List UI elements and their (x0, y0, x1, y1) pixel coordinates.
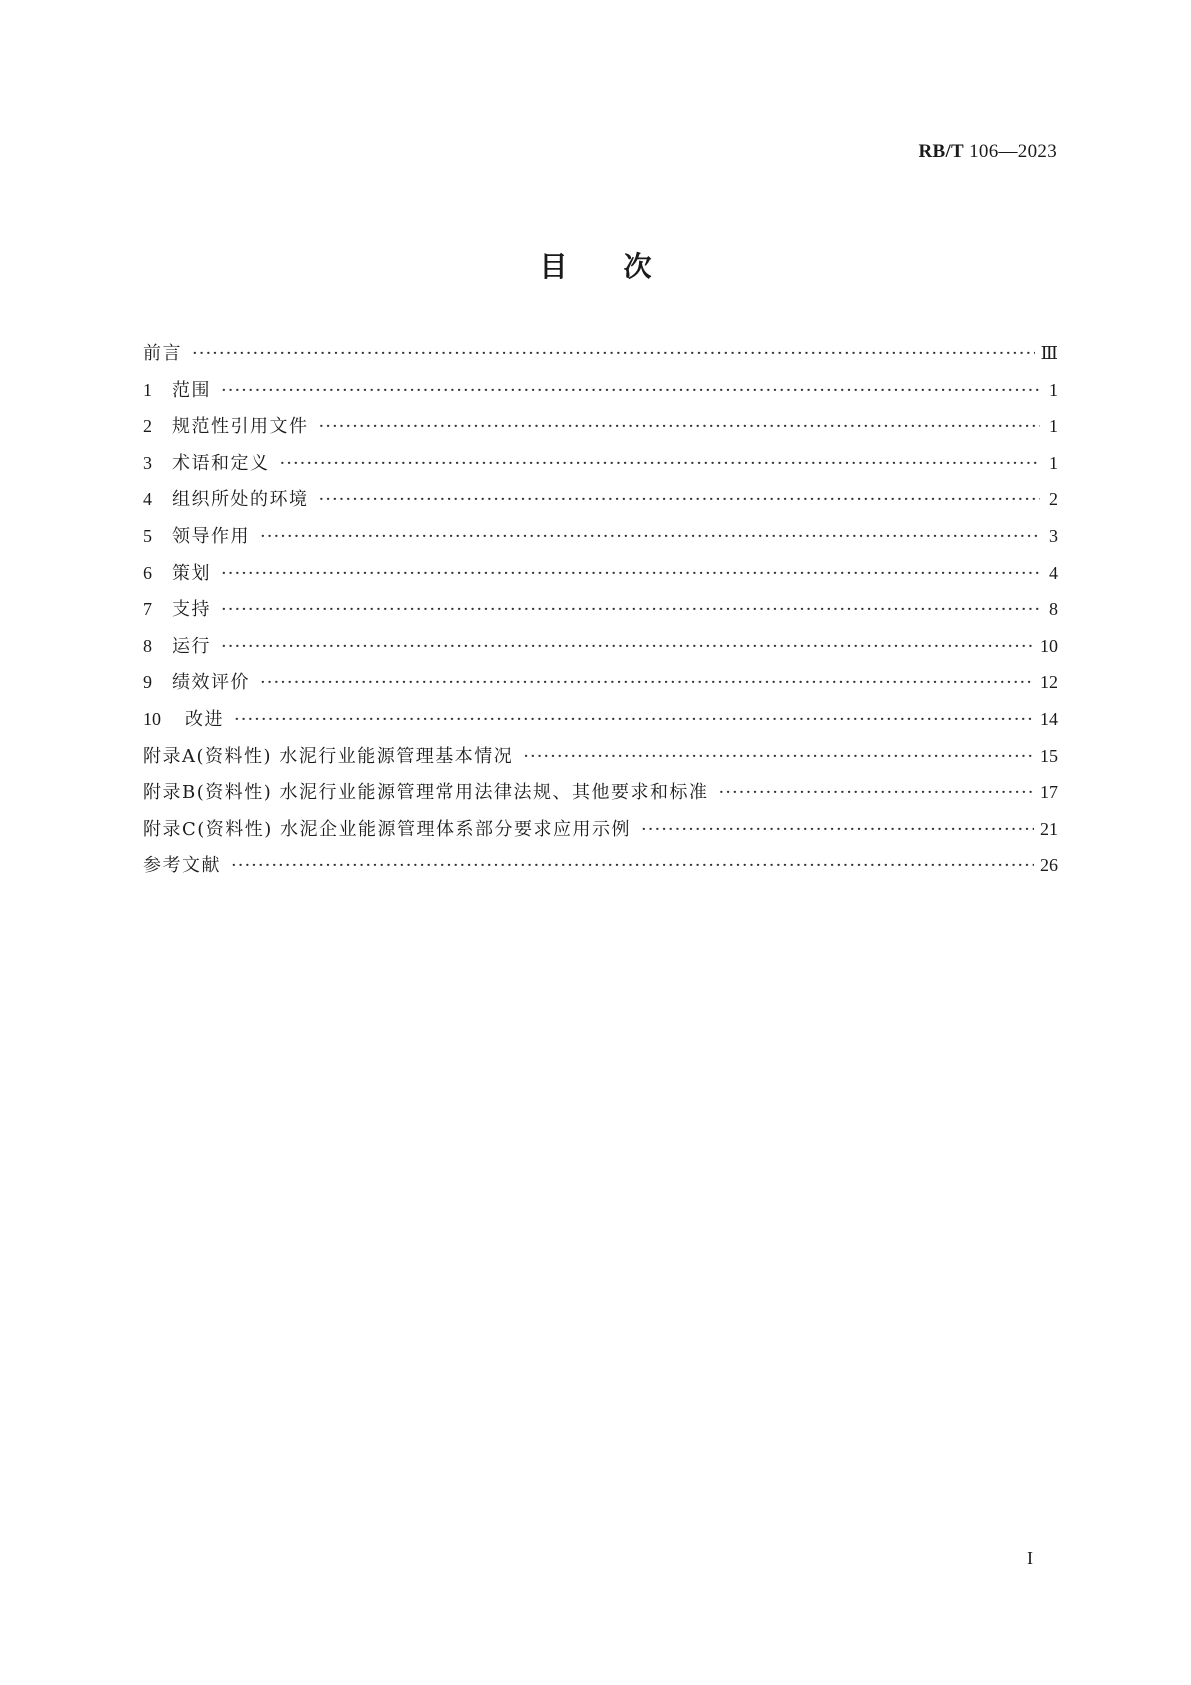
toc-entry-bibliography[interactable] (143, 851, 1058, 888)
toc-entry-label: 前言 (143, 343, 182, 364)
toc-entry-number: 9 (143, 672, 152, 693)
toc-entry-label: 附录B(资料性) 水泥行业能源管理常用法律法规、其他要求和标准 (143, 782, 709, 804)
toc-entry-performance-evaluation[interactable] (143, 668, 1058, 705)
toc-entry-annex-a[interactable] (143, 742, 1058, 779)
toc-entry-label: 规范性引用文件 (172, 416, 309, 438)
toc-entry-page: 1 (1049, 416, 1058, 437)
toc-entry-leadership[interactable] (143, 522, 1058, 559)
toc-entry-label: 组织所处的环境 (172, 489, 309, 511)
toc-entry-annex-c[interactable] (143, 815, 1058, 852)
toc-entry-label: 策划 (172, 562, 211, 584)
page-number: I (1027, 1548, 1033, 1568)
toc-dot-leader (260, 526, 1040, 547)
toc-entry-number: 8 (143, 635, 152, 656)
standard-code (918, 141, 1057, 163)
toc-entry-number: 5 (143, 525, 152, 546)
toc-dot-leader (234, 709, 1034, 730)
toc-dot-leader (523, 746, 1034, 767)
toc-dot-leader (221, 563, 1040, 584)
toc-dot-leader (221, 599, 1040, 620)
toc-entry-terms-definitions[interactable] (143, 449, 1058, 486)
toc-dot-leader (719, 782, 1035, 803)
toc-entry-label: 运行 (172, 635, 211, 657)
toc-entry-label: 领导作用 (172, 525, 250, 547)
toc-entry-page: 3 (1049, 525, 1058, 546)
toc-entry-label: 术语和定义 (172, 452, 270, 474)
toc-entry-label: 范围 (172, 379, 211, 401)
toc-entry-foreword[interactable] (143, 339, 1058, 376)
toc-dot-leader (319, 489, 1041, 510)
toc-entry-number: 1 (143, 379, 152, 400)
toc-entry-page: Ⅲ (1040, 343, 1058, 363)
toc-entry-page: 10 (1040, 635, 1058, 656)
toc-entry-support[interactable] (143, 595, 1058, 632)
toc-dot-leader (221, 380, 1040, 401)
toc-entry-planning[interactable] (143, 559, 1058, 596)
toc-entry-label: 支持 (172, 599, 211, 621)
toc-entry-label: 附录A(资料性) 水泥行业能源管理基本情况 (143, 745, 514, 767)
toc-entry-number: 7 (143, 599, 152, 620)
toc-entry-label: 改进 (185, 708, 224, 730)
toc-dot-leader (231, 855, 1034, 876)
toc-entry-label: 附录C(资料性) 水泥企业能源管理体系部分要求应用示例 (143, 818, 632, 840)
toc-entry-page: 15 (1040, 745, 1058, 766)
toc-entry-scope[interactable] (143, 376, 1058, 413)
toc-entry-number: 6 (143, 562, 152, 583)
toc-dot-leader (260, 672, 1034, 693)
standard-code-number: 106—2023 (969, 141, 1057, 162)
toc-entry-improvement[interactable] (143, 705, 1058, 742)
toc-entry-label: 绩效评价 (172, 672, 250, 694)
toc-dot-leader (192, 343, 1035, 364)
toc-entry-page: 1 (1049, 379, 1058, 400)
toc-dot-leader (641, 819, 1034, 840)
toc-entry-context[interactable] (143, 485, 1058, 522)
toc-entry-page: 12 (1040, 672, 1058, 693)
toc-entry-page: 21 (1040, 818, 1058, 839)
toc-entry-number: 10 (143, 708, 161, 729)
toc-entry-page: 2 (1049, 489, 1058, 510)
toc-entry-page: 8 (1049, 599, 1058, 620)
toc-entry-page: 17 (1040, 782, 1058, 803)
toc-dot-leader (280, 453, 1041, 474)
toc-title: 目次 (539, 250, 708, 283)
toc-entry-page: 14 (1040, 708, 1058, 729)
toc-entry-page: 1 (1049, 452, 1058, 473)
toc-entry-label: 参考文献 (143, 855, 221, 877)
toc-entry-number: 3 (143, 452, 152, 473)
toc-entry-normative-references[interactable] (143, 412, 1058, 449)
toc-list (143, 339, 1058, 888)
toc-dot-leader (221, 636, 1034, 657)
toc-entry-page: 26 (1040, 855, 1058, 876)
toc-dot-leader (319, 416, 1041, 437)
toc-entry-operation[interactable] (143, 632, 1058, 669)
toc-entry-number: 4 (143, 489, 152, 510)
toc-entry-page: 4 (1049, 562, 1058, 583)
standard-code-prefix: RB/T (918, 141, 965, 162)
toc-entry-number: 2 (143, 416, 152, 437)
toc-entry-annex-b[interactable] (143, 778, 1058, 815)
